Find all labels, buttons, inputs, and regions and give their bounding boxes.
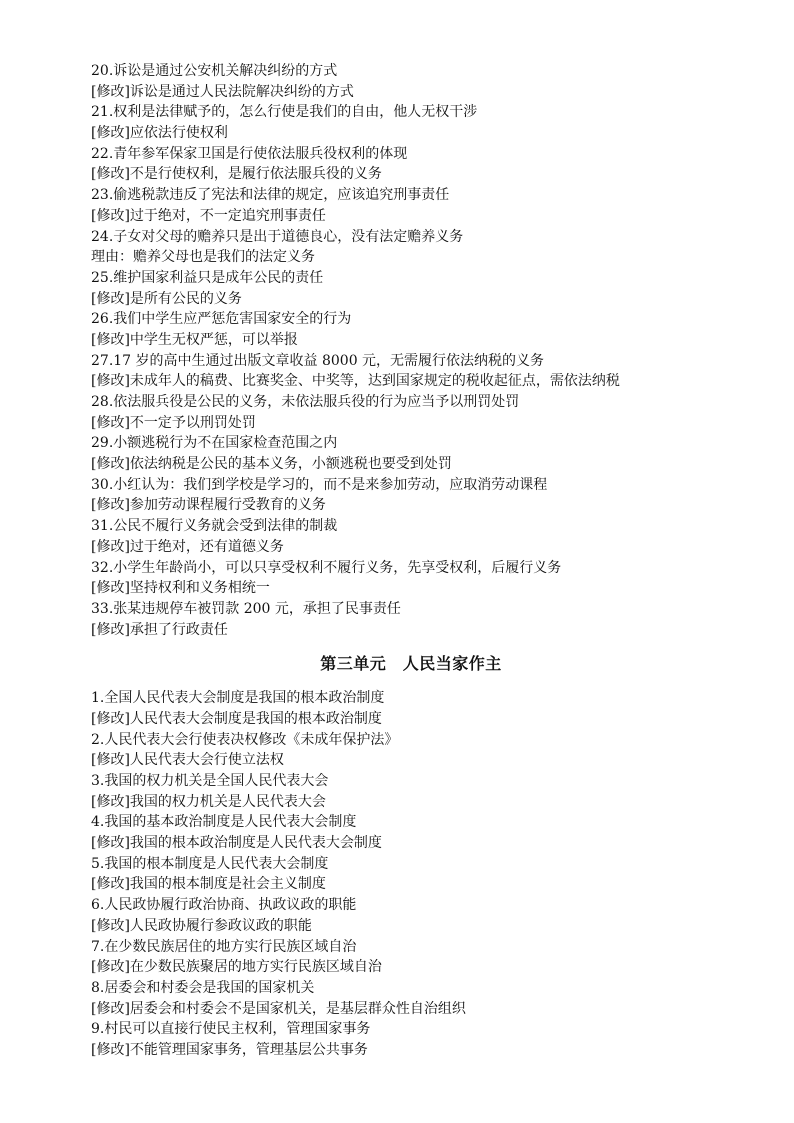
text-line: 25.维护国家利益只是成年公民的责任 xyxy=(91,269,324,286)
text-line: [修改]在少数民族聚居的地方实行民族区域自治 xyxy=(91,959,382,976)
text-line: 31.公民不履行义务就会受到法律的制裁 xyxy=(91,518,338,535)
section-title: 第三单元 人民当家作主 xyxy=(320,654,502,674)
text-line: [修改]诉讼是通过人民法院解决纠纷的方式 xyxy=(91,83,354,100)
text-line: 33.张某违规停车被罚款 200 元，承担了民事责任 xyxy=(91,600,401,617)
text-line: 5.我国的根本制度是人民代表大会制度 xyxy=(91,855,329,872)
text-line: [修改]我国的根本政治制度是人民代表大会制度 xyxy=(91,835,382,852)
text-line: [修改]我国的根本制度是社会主义制度 xyxy=(91,876,326,893)
text-line: [修改]过于绝对，不一定追究刑事责任 xyxy=(91,207,326,224)
text-line: 32.小学生年龄尚小，可以只享受权利不履行义务，先享受权利，后履行义务 xyxy=(91,559,562,576)
text-line: 21.权利是法律赋予的，怎么行使是我们的自由，他人无权干涉 xyxy=(91,104,478,121)
text-line: 理由：赡养父母也是我们的法定义务 xyxy=(91,249,315,266)
part1-list xyxy=(91,61,731,640)
text-line: [修改]参加劳动课程履行受教育的义务 xyxy=(91,497,326,514)
text-line: [修改]不是行使权利，是履行依法服兵役的义务 xyxy=(91,166,382,183)
text-line: 23.偷逃税款违反了宪法和法律的规定，应该追究刑事责任 xyxy=(91,187,450,204)
text-line: [修改]我国的权力机关是人民代表大会 xyxy=(91,793,326,810)
text-line: [修改]依法纳税是公民的基本义务，小额逃税也要受到处罚 xyxy=(91,456,452,473)
text-line: [修改]不能管理国家事务，管理基层公共事务 xyxy=(91,1041,368,1058)
text-line: 1.全国人民代表大会制度是我国的根本政治制度 xyxy=(91,690,385,707)
text-line: [修改]居委会和村委会不是国家机关，是基层群众性自治组织 xyxy=(91,1000,466,1017)
text-line: [修改]承担了行政责任 xyxy=(91,621,228,638)
text-line: [修改]坚持权利和义务相统一 xyxy=(91,580,270,597)
text-line: [修改]中学生无权严惩，可以举报 xyxy=(91,331,298,348)
text-line: 8.居委会和村委会是我国的国家机关 xyxy=(91,979,315,996)
text-line: 7.在少数民族居住的地方实行民族区域自治 xyxy=(91,938,357,955)
text-line: [修改]不一定予以刑罚处罚 xyxy=(91,414,256,431)
text-line: 20.诉讼是通过公安机关解决纠纷的方式 xyxy=(91,63,338,79)
text-line: 9.村民可以直接行使民主权利，管理国家事务 xyxy=(91,1021,371,1038)
text-line: [修改]过于绝对，还有道德义务 xyxy=(91,538,284,555)
text-line: 24.子女对父母的赡养只是出于道德良心，没有法定赡养义务 xyxy=(91,228,464,245)
text-line: 4.我国的基本政治制度是人民代表大会制度 xyxy=(91,814,357,831)
text-line: 22.青年参军保家卫国是行使依法服兵役权利的体现 xyxy=(91,145,408,162)
text-line: 29.小额逃税行为不在国家检查范围之内 xyxy=(91,435,338,452)
part2-list xyxy=(91,688,731,1060)
text-line: 30.小红认为：我们到学校是学习的，而不是来参加劳动，应取消劳动课程 xyxy=(91,476,548,493)
text-line: [修改]人民代表大会行使立法权 xyxy=(91,752,284,769)
document-page xyxy=(91,61,731,1061)
text-line: 27.17 岁的高中生通过出版文章收益 8000 元，无需履行依法纳税的义务 xyxy=(91,352,545,369)
text-line: [修改]人民政协履行参政议政的职能 xyxy=(91,917,312,934)
text-line: 26.我们中学生应严惩危害国家安全的行为 xyxy=(91,311,352,328)
text-line: 6.人民政协履行政治协商、执政议政的职能 xyxy=(91,897,357,914)
text-line: 28.依法服兵役是公民的义务，未依法服兵役的行为应当予以刑罚处罚 xyxy=(91,394,520,410)
text-line: [修改]人民代表大会制度是我国的根本政治制度 xyxy=(91,710,382,727)
text-line: 3.我国的权力机关是全国人民代表大会 xyxy=(91,773,329,789)
text-line: [修改]是所有公民的义务 xyxy=(91,290,242,307)
text-line: 2.人民代表大会行使表决权修改《未成年保护法》 xyxy=(91,731,399,748)
text-line: [修改]应依法行使权利 xyxy=(91,125,228,142)
text-line: [修改]未成年人的稿费、比赛奖金、中奖等，达到国家规定的税收起征点，需依法纳税 xyxy=(91,373,620,390)
